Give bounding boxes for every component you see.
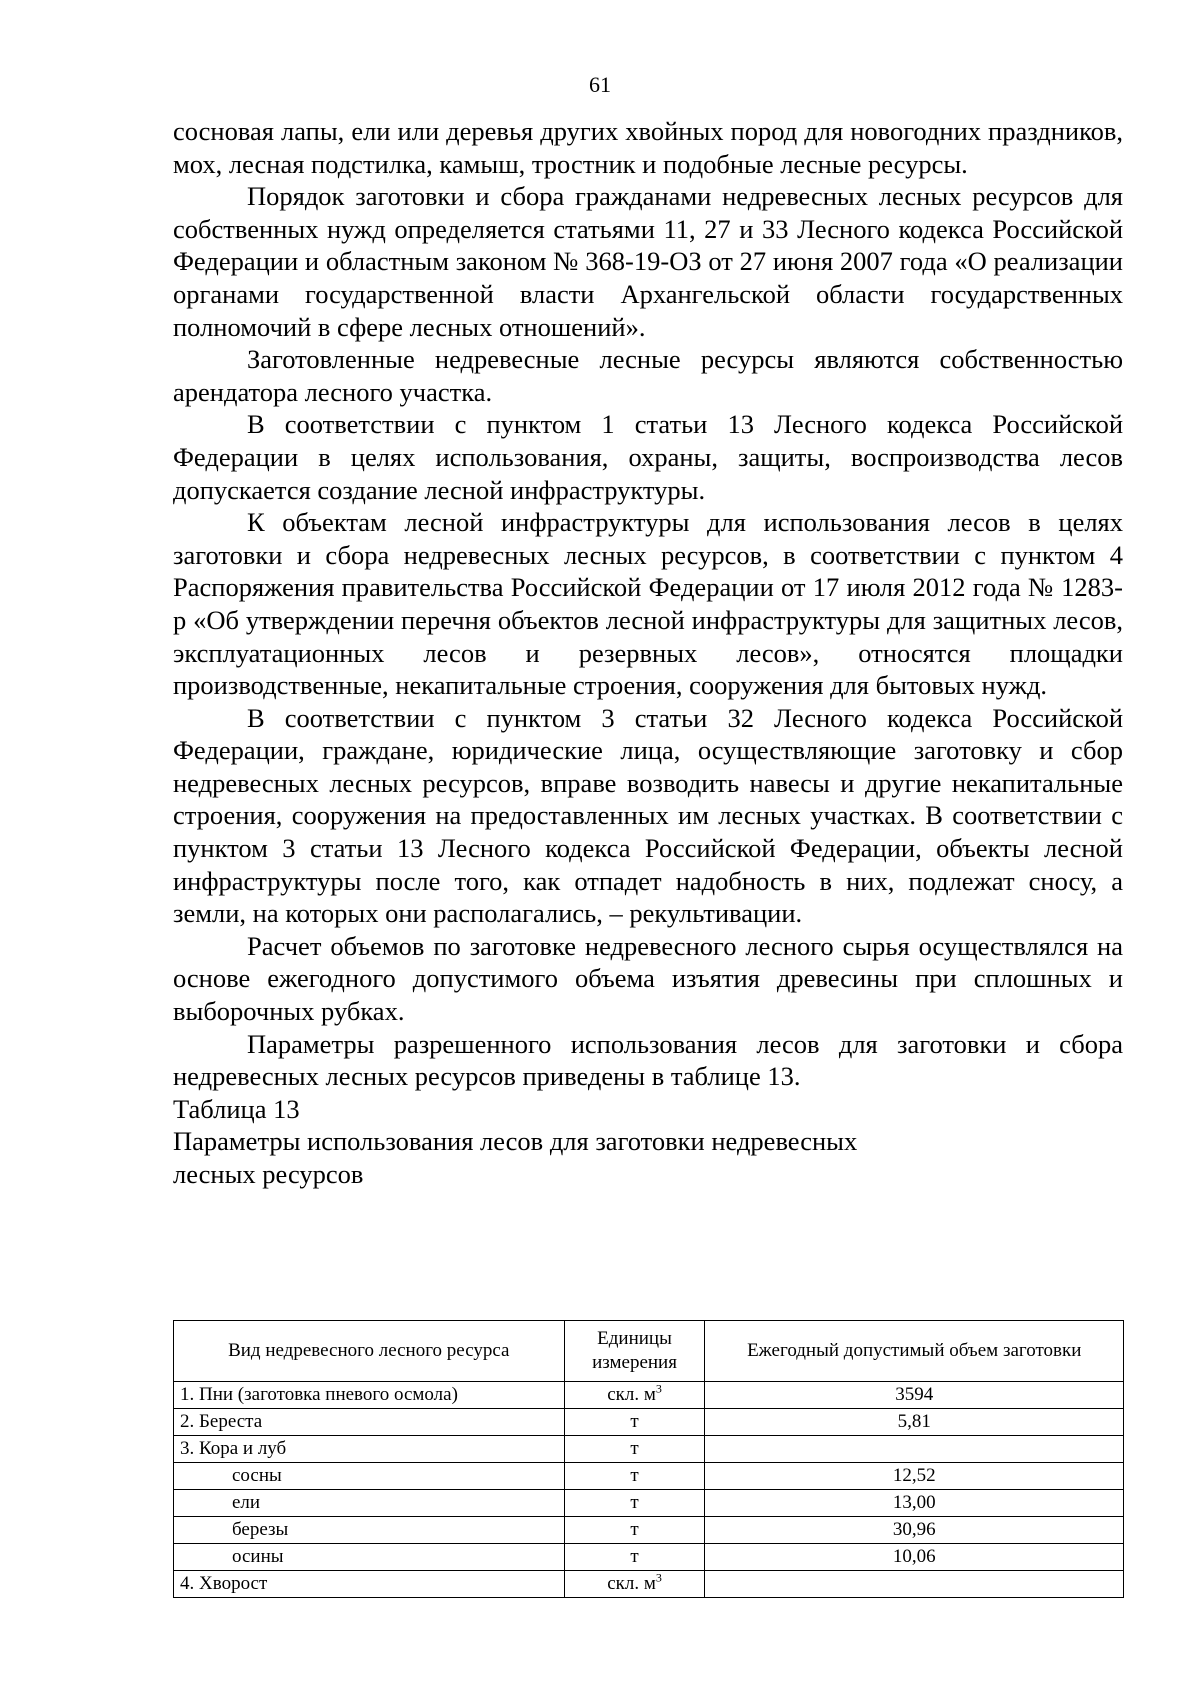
unit-text: т <box>630 1438 639 1459</box>
cell-resource: осины <box>174 1544 565 1571</box>
header-units: Единицы измерения <box>564 1321 705 1382</box>
unit-superscript: 3 <box>655 1381 662 1396</box>
paragraph: В соответствии с пунктом 3 статьи 32 Лесного кодекса Российской Федерации, граждане, юридические лица, осуществляющие заготовку и сбор недревесных лесных ресурсов, вправе возводить навесы и другие некапитальные строения, сооружения на предоставленных им лесных участках. В соответствии с пунктом 3 статьи 13 Лесного кодекса Российской Федерации, объекты лесной инфраструктуры после того, как отпадет надобность в них, подлежат сносу, а земли, на которых они располагались, – рекультивации. <box>173 702 1123 929</box>
unit-superscript: 3 <box>655 1570 662 1585</box>
cell-resource: березы <box>174 1517 565 1544</box>
unit-text: скл. м <box>607 1384 656 1405</box>
paragraph: Параметры разрешенного использования лесов для заготовки и сбора недревесных лесных ресурсов приведены в таблице 13. <box>173 1028 1123 1092</box>
table-title-line1: Параметры использования лесов для заготовки недревесных <box>173 1126 858 1157</box>
cell-unit <box>564 1571 705 1598</box>
table-row <box>174 1571 1124 1598</box>
table-row <box>174 1544 1124 1571</box>
table-row <box>174 1382 1124 1409</box>
table-row <box>174 1490 1124 1517</box>
cell-unit <box>564 1517 705 1544</box>
page-number: 61 <box>589 72 611 97</box>
table-row <box>174 1436 1124 1463</box>
cell-resource: 3. Кора и луб <box>174 1436 565 1463</box>
cell-resource: сосны <box>174 1463 565 1490</box>
cell-resource: 2. Береста <box>174 1409 565 1436</box>
unit-text: скл. м <box>607 1573 656 1594</box>
cell-unit <box>564 1544 705 1571</box>
cell-unit <box>564 1409 705 1436</box>
unit-text: т <box>630 1546 639 1567</box>
table-row <box>174 1409 1124 1436</box>
paragraph: Заготовленные недревесные лесные ресурсы являются собственностью арендатора лесного участка. <box>173 344 1123 407</box>
header-resource: Вид недревесного лесного ресурса <box>174 1321 565 1382</box>
unit-text: т <box>630 1465 639 1486</box>
cell-volume: 5,81 <box>705 1409 1124 1436</box>
table-row <box>174 1463 1124 1490</box>
paragraph: К объектам лесной инфраструктуры для использования лесов в целях заготовки и сбора недревесных лесных ресурсов, в соответствии с пунктом 4 Распоряжения правительства Российской Федерации от 17 июля 2012 года № 1283-р «Об утверждении перечня объектов лесной инфраструктуры для защитных лесов, эксплуатационных лесов и резервных лесов», относятся площадки производственные, некапитальные строения, сооружения для бытовых нужд. <box>173 507 1123 701</box>
header-volume: Ежегодный допустимый объем заготовки <box>705 1321 1124 1382</box>
cell-volume: 3594 <box>705 1382 1124 1409</box>
paragraph: В соответствии с пунктом 1 статьи 13 Лесного кодекса Российской Федерации в целях использования, охраны, защиты, воспроизводства лесов допускается создание лесной инфраструктуры. <box>173 409 1123 505</box>
paragraph: Порядок заготовки и сбора гражданами недревесных лесных ресурсов для собственных нужд определяется статьями 11, 27 и 33 Лесного кодекса Российской Федерации и областным законом № 368-19-ОЗ от 27 июня 2007 года «О реализации органами государственной власти Архангельской области государственных полномочий в сфере лесных отношений». <box>173 181 1123 342</box>
cell-resource: 4. Хворост <box>174 1571 565 1598</box>
cell-unit <box>564 1490 705 1517</box>
table-title <box>173 1125 1123 1190</box>
cell-volume <box>705 1571 1124 1598</box>
unit-text: т <box>630 1519 639 1540</box>
table-row <box>174 1517 1124 1544</box>
cell-resource: 1. Пни (заготовка пневого осмола) <box>174 1382 565 1409</box>
cell-unit <box>564 1436 705 1463</box>
paragraph: сосновая лапы, ели или деревья других хвойных пород для новогодних праздников, мох, лесная подстилка, камыш, тростник и подобные лесные ресурсы. <box>173 116 1123 179</box>
table-title-line2: лесных ресурсов <box>173 1159 364 1189</box>
body-text <box>173 115 1123 1191</box>
parameters-table <box>173 1320 1124 1598</box>
table-header-row <box>174 1321 1124 1382</box>
cell-volume: 12,52 <box>705 1463 1124 1490</box>
paragraph: Расчет объемов по заготовке недревесного лесного сырья осуществлялся на основе ежегодного допустимого объема изъятия древесины при сплошных и выборочных рубках. <box>173 930 1123 1027</box>
cell-unit <box>564 1463 705 1490</box>
unit-text: т <box>630 1411 639 1432</box>
cell-unit <box>564 1382 705 1409</box>
table-label: Таблица 13 <box>173 1093 300 1124</box>
cell-resource: ели <box>174 1490 565 1517</box>
cell-volume: 30,96 <box>705 1517 1124 1544</box>
cell-volume <box>705 1436 1124 1463</box>
cell-volume: 13,00 <box>705 1490 1124 1517</box>
cell-volume: 10,06 <box>705 1544 1124 1571</box>
unit-text: т <box>630 1492 639 1513</box>
